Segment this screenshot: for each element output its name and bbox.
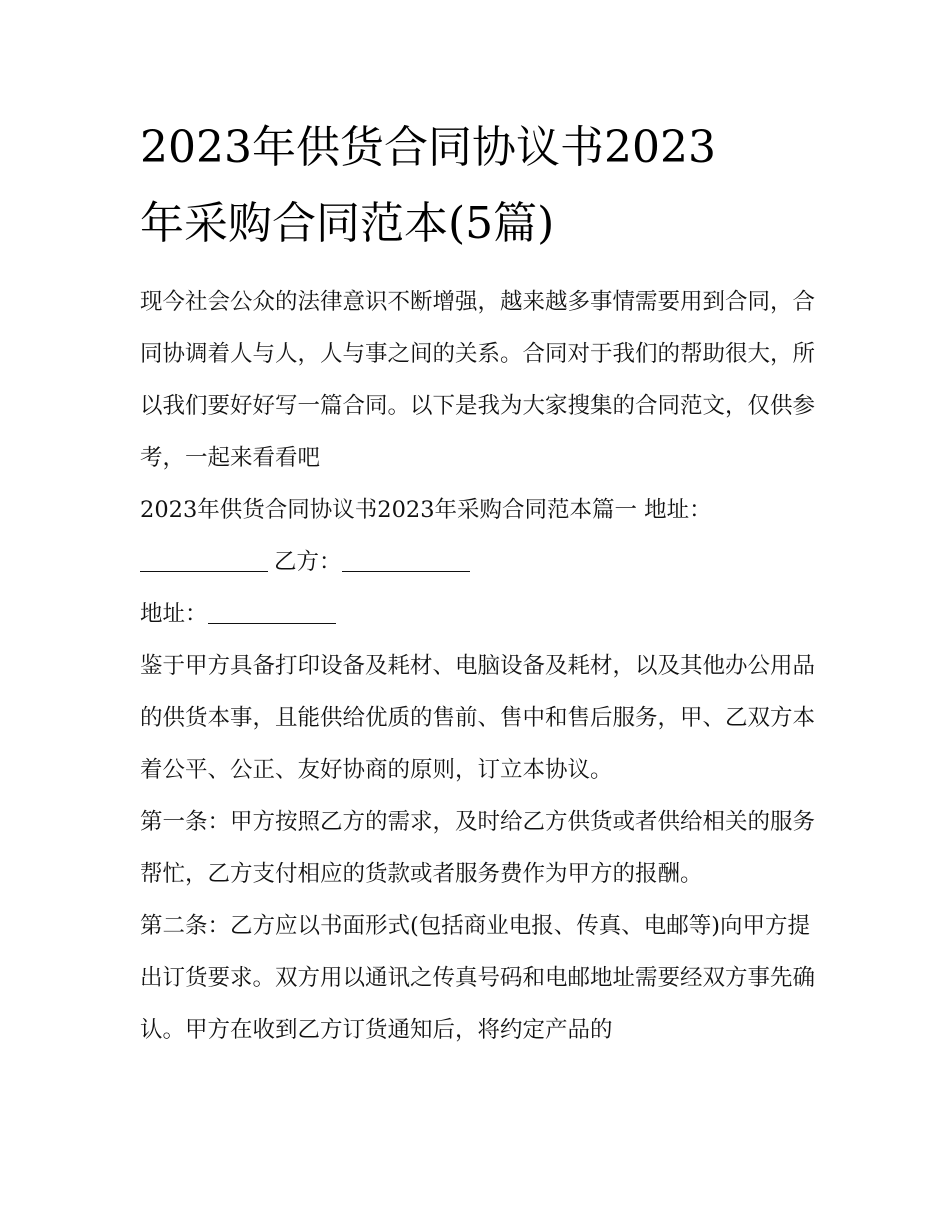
preamble-paragraph: 鉴于甲方具备打印设备及耗材、电脑设备及耗材，以及其他办公用品的供货本事，且能供给优质的售前、售中和售后服务，甲、乙双方本着公平、公正、友好协商的原则，订立本协议。 [140,653,816,783]
party-b-name-blank [342,549,470,572]
article-1-paragraph: 第一条：甲方按照乙方的需求，及时给乙方供货或者供给相关的服务帮忙，乙方支付相应的货款或者服务费作为甲方的报酬。 [140,809,816,887]
party-b-label: 乙方： [274,549,342,575]
title-line-2: 年采购合同范本(5篇) [140,198,555,249]
party-a-address-blank [140,549,268,572]
article-2-paragraph: 第二条：乙方应以书面形式(包括商业电报、传真、电邮等)向甲方提出订货要求。双方用以通讯之传真号码和电邮地址需要经双方事先确认。甲方在收到乙方订货通知后，将约定产品的 [140,913,816,1043]
section-heading: 2023年供货合同协议书2023年采购合同范本篇一 地址： [140,497,712,523]
title-line-1: 2023年供货合同协议书2023 [140,122,716,173]
document-body [140,110,820,1056]
intro-paragraph: 现今社会公众的法律意识不断增强，越来越多事情需要用到合同，合同协调着人与人，人与事之间的关系。合同对于我们的帮助很大，所以我们要好好写一篇合同。以下是我为大家搜集的合同范文，仅供参考，一起来看看吧 [140,289,816,471]
party-b-address-blank [208,601,336,624]
address-label: 地址： [140,601,208,627]
party-b-line [140,536,820,588]
document-title [140,110,820,262]
address-line [140,588,820,640]
